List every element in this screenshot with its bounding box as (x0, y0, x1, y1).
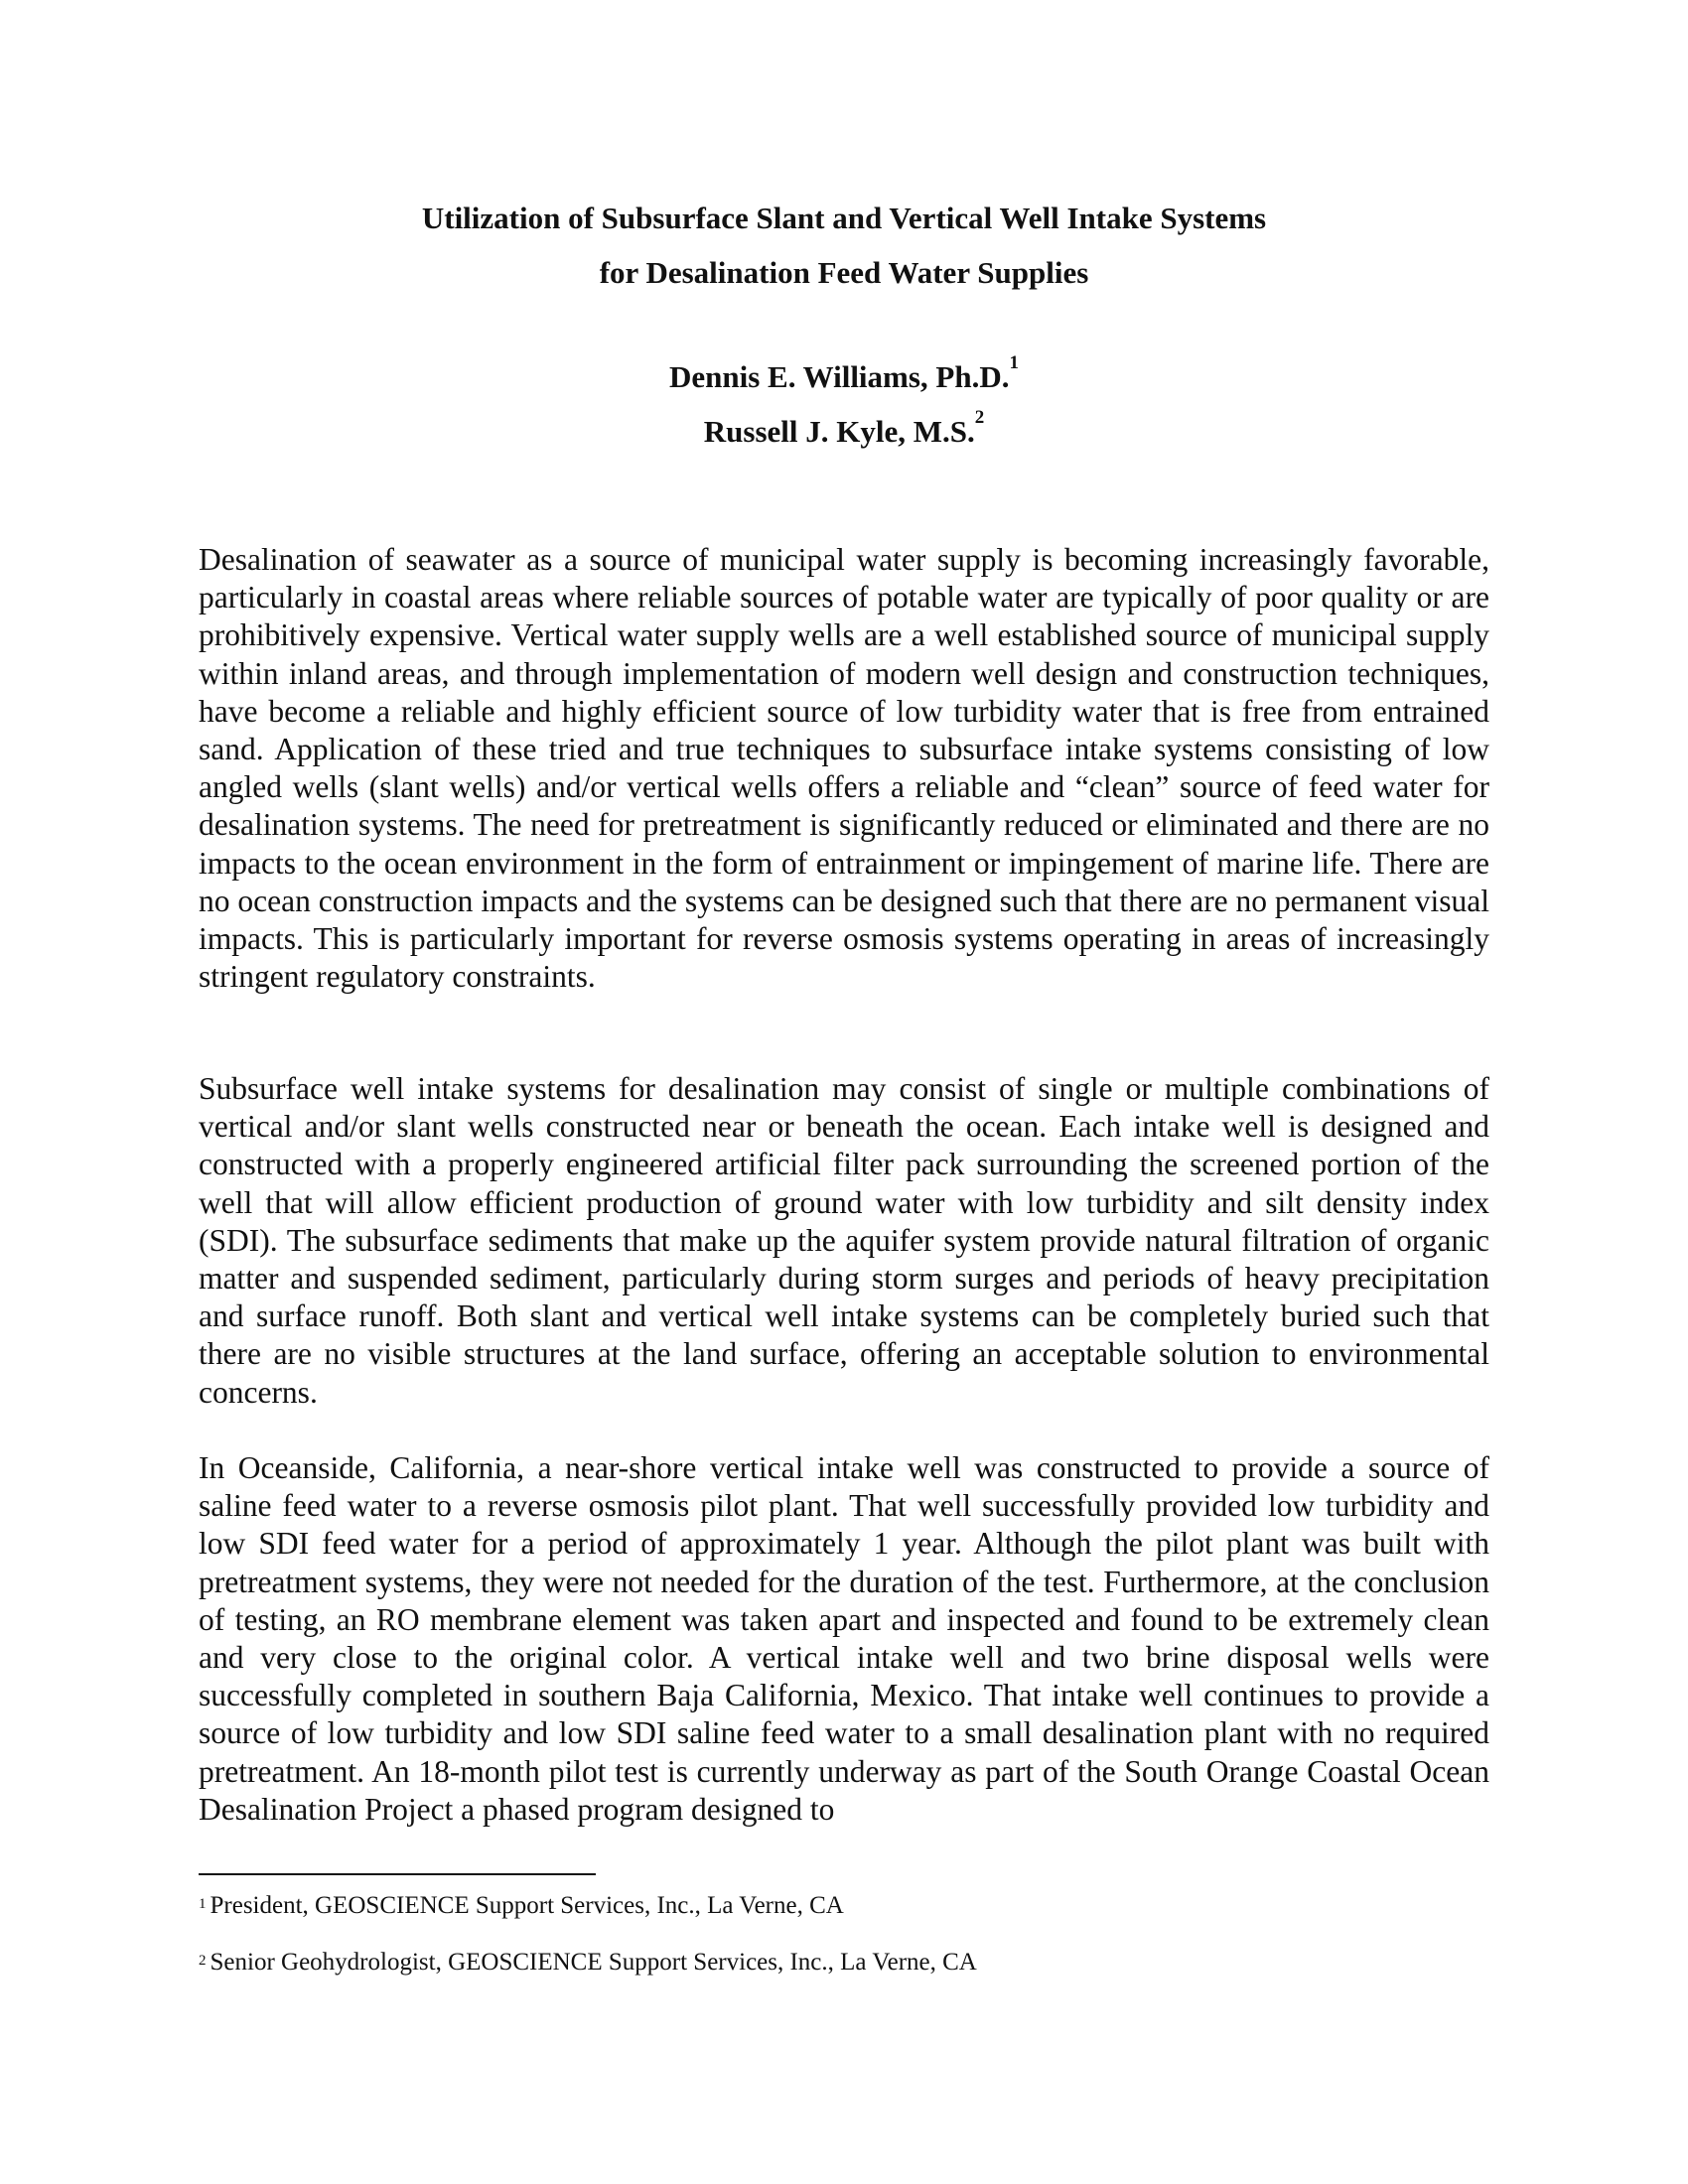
author-name: Russell J. Kyle, M.S. (703, 414, 975, 449)
footnote-separator (199, 1873, 596, 1875)
footnote-mark: 1 (1009, 352, 1019, 373)
title-line-2: for Desalination Feed Water Supplies (599, 255, 1089, 290)
footnote-mark: 2 (199, 1953, 207, 1969)
body-paragraph-3: In Oceanside, California, a near-shore vertical intake well was constructed to provide a source of saline feed water to a reverse osmosis pilot plant. That well successfully provided low turbidity and low SDI feed water for a period of approximately 1 year. Although the pilot plant was built with pretreatment systems, they were not needed for the duration of the test. Furthermore, at the conclusion of testing, an RO membrane element was taken apart and inspected and found to be extremely clean and very close to the original color. A vertical intake well and two brine disposal wells were successfully completed in southern Baja California, Mexico. That intake well continues to provide a source of low turbidity and low SDI saline feed water to a small desalination plant with no required pretreatment. An 18-month pilot test is currently underway as part of the South Orange Coastal Ocean Desalination Project a phased program designed to (199, 1450, 1489, 1827)
body-paragraph-1: Desalination of seawater as a source of municipal water supply is becoming increasingly favorable, particularly in coastal areas where reliable sources of potable water are typically of poor quality or are prohibitively expensive. Vertical water supply wells are a well established source of municipal supply within inland areas, and through implementation of modern well design and construction techniques, have become a reliable and highly efficient source of low turbidity water that is free from entrained sand. Application of these tried and true techniques to subsurface intake systems consisting of low angled wells (slant wells) and/or vertical wells offers a reliable and “clean” source of feed water for desalination systems. The need for pretreatment is significantly reduced or eliminated and there are no impacts to the ocean environment in the form of entrainment or impingement of marine life. There are no ocean construction impacts and the systems can be designed such that there are no permanent visual impacts. This is particularly important for reverse osmosis systems operating in areas of increasingly stringent regulatory constraints. (199, 542, 1489, 995)
title-line-1: Utilization of Subsurface Slant and Vertical Well Intake Systems (421, 201, 1267, 235)
footnote-2 (199, 1948, 977, 1978)
footnote-text: Senior Geohydrologist, GEOSCIENCE Support Services, Inc., La Verne, CA (210, 1949, 977, 1976)
body-paragraph-2: Subsurface well intake systems for desalination may consist of single or multiple combinations of vertical and/or slant wells constructed near or beneath the ocean. Each intake well is designed and constructed with a properly engineered artificial filter pack surrounding the screened portion of the well that will allow efficient production of ground water with low turbidity and silt density index (SDI). The subsurface sediments that make up the aquifer system provide natural filtration of organic matter and suspended sediment, particularly during storm surges and periods of heavy precipitation and surface runoff. Both slant and vertical well intake systems can be completely buried such that there are no visible structures at the land surface, offering an acceptable solution to environmental concerns. (199, 1071, 1489, 1410)
footnote-mark: 1 (199, 1896, 207, 1912)
author-2 (0, 407, 1688, 452)
footnote-mark: 2 (974, 407, 985, 428)
author-1 (0, 352, 1688, 397)
author-name: Dennis E. Williams, Ph.D. (668, 359, 1010, 394)
footnote-1 (199, 1891, 844, 1921)
footnote-text: President, GEOSCIENCE Support Services, Inc., La Verne, CA (210, 1892, 844, 1919)
